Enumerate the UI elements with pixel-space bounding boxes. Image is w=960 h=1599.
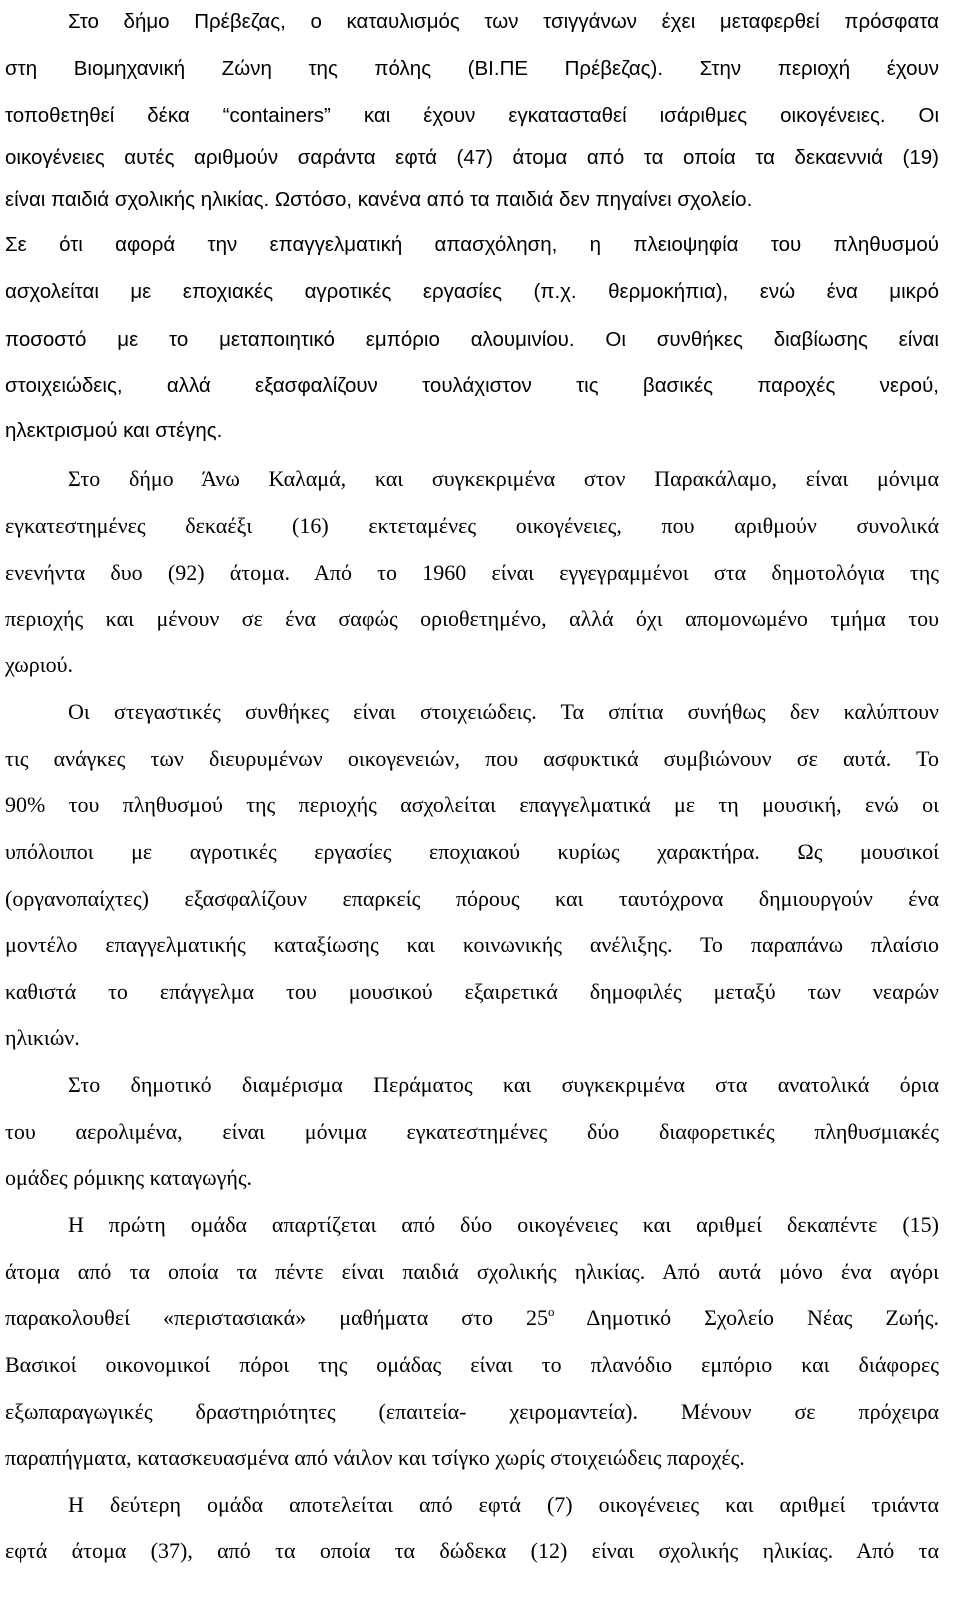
paragraph-5-line-3-text: παρακολουθεί «περιστασιακά» μαθήματα στο 25 xyxy=(5,1305,548,1330)
paragraph-3-line-8: ηλικιών. xyxy=(5,1025,80,1050)
paragraph-2-line-4: περιοχής και μένουν σε ένα σαφώς οριοθετημένο, αλλά όχι απομονωμένο τμήμα του xyxy=(5,606,939,631)
paragraph-3-line-5: (οργανοπαίχτες) εξασφαλίζουν επαρκείς πόρους και ταυτόχρονα δημιουργούν ένα xyxy=(5,886,939,911)
paragraph-5-line-1: Η πρώτη ομάδα απαρτίζεται από δύο οικογένειες και αριθμεί δεκαπέντε (15) xyxy=(68,1212,939,1237)
paragraph-1-line-3: τοποθετηθεί δέκα “containers” και έχουν εγκατασταθεί ισάριθμες οικογένειες. Οι xyxy=(5,104,939,127)
paragraph-3-line-1: Οι στεγαστικές συνθήκες είναι στοιχειώδεις. Τα σπίτια συνήθως δεν καλύπτουν xyxy=(68,699,939,724)
paragraph-6-line-1: Η δεύτερη ομάδα αποτελείται από εφτά (7) οικογένειες και αριθμεί τριάντα xyxy=(68,1492,939,1517)
paragraph-5-line-3-tail: Δημοτικό Σχολείο Νέας Ζωής. xyxy=(554,1305,939,1330)
paragraph-3-line-7: καθιστά το επάγγελμα του μουσικού εξαιρετικά δημοφιλές μεταξύ των νεαρών xyxy=(5,979,939,1004)
paragraph-1-line-5: είναι παιδιά σχολικής ηλικίας. Ωστόσο, κανένα από τα παιδιά δεν πηγαίνει σχολείο. xyxy=(5,188,753,211)
paragraph-4-line-2: του αερολιμένα, είναι μόνιμα εγκατεστημένες δύο διαφορετικές πληθυσμιακές xyxy=(5,1119,939,1144)
paragraph-1-line-10: ηλεκτρισμού και στέγης. xyxy=(5,419,223,442)
paragraph-4-line-1: Στο δημοτικό διαμέρισμα Περάματος και συγκεκριμένα στα ανατολικά όρια xyxy=(68,1072,939,1097)
paragraph-2-line-2: εγκατεστημένες δεκαέξι (16) εκτεταμένες οικογένειες, που αριθμούν συνολικά xyxy=(5,513,939,538)
paragraph-5-line-6: παραπήγματα, κατασκευασμένα από νάιλον και τσίγκο χωρίς στοιχειώδεις παροχές. xyxy=(5,1445,745,1470)
paragraph-1-line-4: οικογένειες αυτές αριθμούν σαράντα εφτά (47) άτομα από τα οποία τα δεκαεννιά (19) xyxy=(5,146,939,169)
paragraph-5-line-4: Βασικοί οικονομικοί πόροι της ομάδας είναι το πλανόδιο εμπόριο και διάφορες xyxy=(5,1352,939,1377)
paragraph-2-line-1: Στο δήμο Άνω Καλαμά, και συγκεκριμένα στον Παρακάλαμο, είναι μόνιμα xyxy=(68,466,939,491)
paragraph-1-line-8: ποσοστό με το μεταποιητικό εμπόριο αλουμινίου. Οι συνθήκες διαβίωσης είναι xyxy=(5,328,939,351)
paragraph-1-line-6: Σε ότι αφορά την επαγγελματική απασχόληση, η πλειοψηφία του πληθυσμού xyxy=(5,233,939,256)
paragraph-6-line-2: εφτά άτομα (37), από τα οποία τα δώδεκα (12) είναι σχολικής ηλικίας. Από τα xyxy=(5,1538,939,1563)
paragraph-1-line-2: στη Βιομηχανική Ζώνη της πόλης (ΒΙ.ΠΕ Πρέβεζας). Στην περιοχή έχουν xyxy=(5,57,939,80)
paragraph-2-line-5: χωριού. xyxy=(5,652,74,677)
paragraph-1-line-1: Στο δήμο Πρέβεζας, ο καταυλισμός των τσιγγάνων έχει μεταφερθεί πρόσφατα xyxy=(68,10,939,33)
paragraph-1-line-7: ασχολείται με εποχιακές αγροτικές εργασίες (π.χ. θερμοκήπια), ενώ ένα μικρό xyxy=(5,280,939,303)
paragraph-4-line-3: ομάδες ρόμικης καταγωγής. xyxy=(5,1165,253,1190)
paragraph-3-line-2: τις ανάγκες των διευρυμένων οικογενειών, που ασφυκτικά συμβιώνουν σε αυτά. Το xyxy=(5,746,939,771)
paragraph-3-line-3: 90% του πληθυσμού της περιοχής ασχολείται επαγγελματικά με τη μουσική, ενώ οι xyxy=(5,792,939,817)
paragraph-2-line-3: ενενήντα δυο (92) άτομα. Από το 1960 είναι εγγεγραμμένοι στα δημοτολόγια της xyxy=(5,560,939,585)
paragraph-5-line-5: εξωπαραγωγικές δραστηριότητες (επαιτεία- χειρομαντεία). Μένουν σε πρόχειρα xyxy=(5,1399,939,1424)
paragraph-5-line-2: άτομα από τα οποία τα πέντε είναι παιδιά σχολικής ηλικίας. Από αυτά μόνο ένα αγόρι xyxy=(5,1259,939,1284)
paragraph-5-line-3 xyxy=(5,1298,939,1338)
ordinal-superscript: ο xyxy=(547,1304,555,1319)
paragraph-1-line-9: στοιχειώδεις, αλλά εξασφαλίζουν τουλάχιστον τις βασικές παροχές νερού, xyxy=(5,374,939,397)
paragraph-3-line-4: υπόλοιποι με αγροτικές εργασίες εποχιακού κυρίως χαρακτήρα. Ως μουσικοί xyxy=(5,839,939,864)
paragraph-3-line-6: μοντέλο επαγγελματικής καταξίωσης και κοινωνικής ανέλιξης. Το παραπάνω πλαίσιο xyxy=(5,932,939,957)
